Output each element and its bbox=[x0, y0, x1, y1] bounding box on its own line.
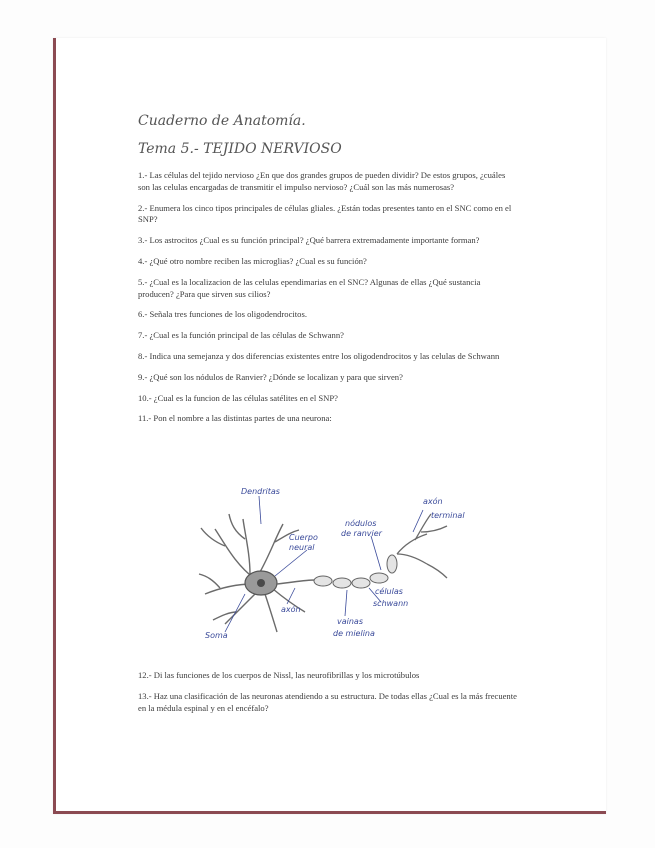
label-celulas-1: células bbox=[375, 587, 403, 596]
label-celulas-2: schwann bbox=[373, 599, 409, 608]
question-3: 3.- Los astrocitos ¿Cual es su función principal? ¿Qué barrera extremadamente importante forman? bbox=[138, 235, 480, 246]
question-list-bottom bbox=[138, 670, 518, 714]
label-axon-terminal-1: axón bbox=[423, 497, 443, 506]
nucleus-shape bbox=[257, 579, 265, 587]
question-12: 12.- Di las funciones de los cuerpos de Nissl, las neurofibrillas y los microtúbulos bbox=[138, 670, 420, 680]
label-cuerpo-2: neural bbox=[289, 543, 315, 552]
question-list bbox=[138, 170, 518, 425]
label-cuerpo-1: Cuerpo bbox=[289, 533, 318, 542]
label-nodulos-2: de ranvier bbox=[341, 529, 382, 538]
question-6: 6.- Señala tres funciones de los oligodendrocitos. bbox=[138, 309, 307, 320]
label-dendritas: Dendritas bbox=[241, 487, 280, 496]
label-axon: axón bbox=[281, 605, 301, 614]
question-2: 2.- Enumera los cinco tipos principales de células gliales. ¿Están todas presentes tanto en el SNC como en el SNP? bbox=[138, 202, 512, 225]
question-11: 11.- Pon el nombre a las distintas partes de una neurona: bbox=[138, 413, 332, 424]
question-8: 8.- Indica una semejanza y dos diferencias existentes entre los oligodendrocitos y las celulas de Schwann bbox=[138, 350, 500, 361]
label-vainas-2: de mielina bbox=[333, 629, 375, 638]
question-13: 13.- Haz una clasificación de las neuronas atendiendo a su estructura. De todas ellas ¿Cual es la más frecuente en la médula espinal y en el encéfalo? bbox=[138, 690, 517, 713]
label-nodulos-1: nódulos bbox=[345, 519, 377, 528]
label-vainas-1: vainas bbox=[337, 617, 363, 626]
document-title: Cuaderno de Anatomía. bbox=[138, 113, 306, 129]
document-subtitle: Tema 5.- TEJIDO NERVIOSO bbox=[138, 141, 342, 157]
label-soma: Soma bbox=[205, 631, 228, 640]
question-10: 10.- ¿Cual es la funcion de las células satélites en el SNP? bbox=[138, 392, 338, 403]
question-5: 5.- ¿Cual es la localizacion de las celulas ependimarias en el SNC? Algunas de ellas ¿Qué sustancia producen? ¿Para que sirven sus cilios? bbox=[138, 276, 481, 299]
question-1: 1.- Las células del tejido nervioso ¿En que dos grandes grupos de pueden dividir? De estos grupos, ¿cuáles son las celulas encargadas de transmitir el impulso nervioso? ¿Cuál son las más numerosas? bbox=[138, 170, 506, 192]
question-9: 9.- ¿Qué son los nódulos de Ranvier? ¿Dónde se localizan y para que sirven? bbox=[138, 371, 403, 382]
question-4: 4.- ¿Qué otro nombre reciben las microglias? ¿Cual es su función? bbox=[138, 255, 367, 266]
neuron-diagram bbox=[195, 484, 505, 644]
axon-line bbox=[277, 580, 315, 584]
axon-terminal-drawing bbox=[397, 514, 447, 578]
label-axon-terminal-2: terminal bbox=[431, 511, 465, 520]
question-7: 7.- ¿Cual es la función principal de las células de Schwann? bbox=[138, 330, 344, 341]
myelin-segments bbox=[314, 555, 397, 588]
